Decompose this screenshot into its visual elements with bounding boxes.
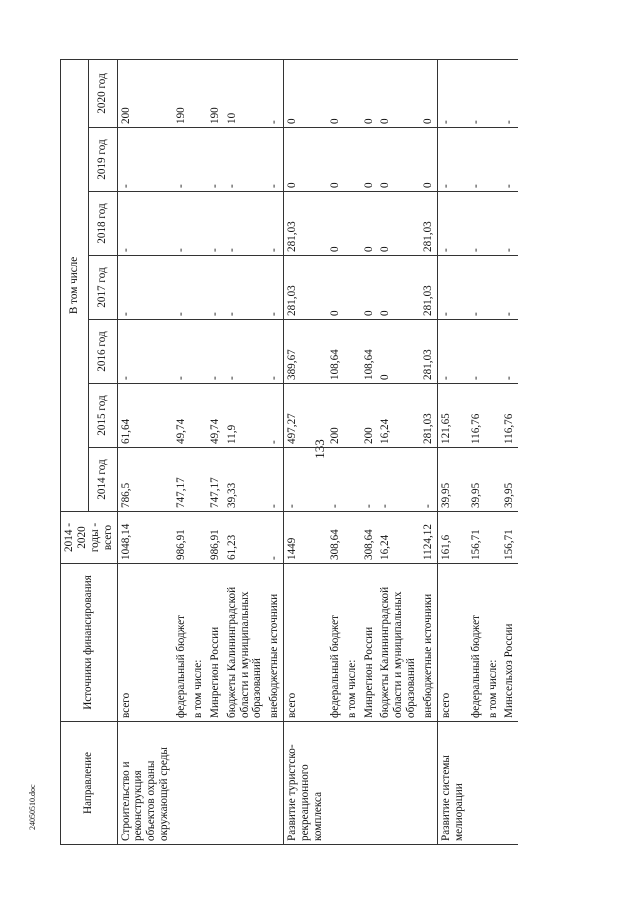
- year-value-cell: 747,17: [173, 448, 190, 512]
- year-value-cell: 116,76: [501, 384, 518, 448]
- direction-cell: Строительство и реконструкция объектов охраны окружающей среды: [117, 722, 173, 845]
- year-value-cell: [344, 256, 361, 320]
- year-value-cell: 0: [327, 192, 344, 256]
- year-value-cell: -: [468, 256, 485, 320]
- year-value-cell: -: [501, 256, 518, 320]
- direction-cell: [207, 722, 224, 845]
- total-cell: [344, 512, 361, 564]
- year-value-cell: 0: [377, 128, 420, 192]
- total-cell: [485, 512, 502, 564]
- year-value-cell: 200: [361, 384, 378, 448]
- total-cell: 161,6: [437, 512, 467, 564]
- year-value-cell: 200: [117, 59, 173, 127]
- year-value-cell: 281,03: [420, 192, 437, 256]
- direction-cell: Развитие туристско-рекреационного комплекса: [284, 722, 327, 845]
- source-cell: бюджеты Калининградской области и муниципальных образований: [377, 564, 420, 722]
- rotated-page: [60, 60, 600, 845]
- year-value-cell: [190, 128, 207, 192]
- header-sources: Источники финансирования: [61, 564, 118, 722]
- year-value-cell: 190: [173, 59, 190, 127]
- year-value-cell: [485, 384, 502, 448]
- financing-table: [60, 59, 518, 845]
- year-value-cell: -: [501, 59, 518, 127]
- year-value-cell: -: [117, 320, 173, 384]
- header-year: 2016 год: [89, 320, 117, 384]
- year-value-cell: 0: [377, 320, 420, 384]
- year-value-cell: 786,5: [117, 448, 173, 512]
- year-value-cell: -: [501, 192, 518, 256]
- header-total: 2014 - 2020 годы - всего: [61, 512, 118, 564]
- year-value-cell: -: [266, 448, 283, 512]
- direction-cell: [190, 722, 207, 845]
- year-value-cell: -: [224, 320, 267, 384]
- year-value-cell: 190: [207, 59, 224, 127]
- total-cell: 156,71: [468, 512, 485, 564]
- source-cell: внебюджетные источники: [266, 564, 283, 722]
- direction-cell: [485, 722, 502, 845]
- total-cell: 1449: [284, 512, 327, 564]
- source-cell: всего: [437, 564, 467, 722]
- year-value-cell: -: [173, 320, 190, 384]
- year-value-cell: [190, 448, 207, 512]
- year-value-cell: -: [327, 448, 344, 512]
- year-value-cell: 747,17: [207, 448, 224, 512]
- year-value-cell: -: [173, 256, 190, 320]
- source-cell: внебюджетные источники: [420, 564, 437, 722]
- year-value-cell: 281,03: [420, 256, 437, 320]
- year-value-cell: [485, 192, 502, 256]
- total-cell: 156,71: [501, 512, 518, 564]
- total-cell: 986,91: [207, 512, 224, 564]
- source-cell: в том числе:: [344, 564, 361, 722]
- year-value-cell: -: [468, 320, 485, 384]
- year-value-cell: -: [437, 59, 467, 127]
- year-value-cell: -: [266, 59, 283, 127]
- year-value-cell: 0: [361, 59, 378, 127]
- total-cell: -: [266, 512, 283, 564]
- year-value-cell: 497,27: [284, 384, 327, 448]
- year-value-cell: -: [284, 448, 327, 512]
- source-cell: бюджеты Калининградской области и муниципальных образований: [224, 564, 267, 722]
- year-value-cell: -: [117, 256, 173, 320]
- year-value-cell: [344, 192, 361, 256]
- year-value-cell: -: [468, 128, 485, 192]
- year-value-cell: 0: [361, 256, 378, 320]
- source-cell: всего: [117, 564, 173, 722]
- year-value-cell: -: [224, 192, 267, 256]
- year-value-cell: [344, 320, 361, 384]
- year-value-cell: -: [117, 192, 173, 256]
- year-value-cell: 200: [327, 384, 344, 448]
- table-row: [377, 59, 420, 844]
- year-value-cell: 0: [284, 128, 327, 192]
- direction-cell: [224, 722, 267, 845]
- total-cell: 308,64: [327, 512, 344, 564]
- header-year: 2018 год: [89, 192, 117, 256]
- year-value-cell: -: [224, 256, 267, 320]
- table-row: [190, 59, 207, 844]
- table-row: [437, 59, 467, 844]
- year-value-cell: 49,74: [173, 384, 190, 448]
- year-value-cell: 0: [284, 59, 327, 127]
- year-value-cell: 0: [361, 128, 378, 192]
- year-value-cell: [344, 59, 361, 127]
- year-value-cell: [190, 59, 207, 127]
- year-value-cell: -: [361, 448, 378, 512]
- source-cell: федеральный бюджет: [327, 564, 344, 722]
- header-year: 2017 год: [89, 256, 117, 320]
- year-value-cell: 61,64: [117, 384, 173, 448]
- table-body: [117, 59, 518, 844]
- source-cell: в том числе:: [190, 564, 207, 722]
- source-cell: всего: [284, 564, 327, 722]
- year-value-cell: 0: [420, 59, 437, 127]
- year-value-cell: -: [437, 128, 467, 192]
- total-cell: [190, 512, 207, 564]
- year-value-cell: 116,76: [468, 384, 485, 448]
- year-value-cell: 281,03: [284, 256, 327, 320]
- year-value-cell: 108,64: [361, 320, 378, 384]
- year-value-cell: -: [266, 320, 283, 384]
- year-value-cell: 0: [377, 59, 420, 127]
- table-row: [327, 59, 344, 844]
- table-row: [420, 59, 437, 844]
- year-value-cell: 39,95: [501, 448, 518, 512]
- year-value-cell: 39,33: [224, 448, 267, 512]
- source-cell: федеральный бюджет: [173, 564, 190, 722]
- year-value-cell: 108,64: [327, 320, 344, 384]
- direction-cell: [501, 722, 518, 845]
- year-value-cell: [485, 320, 502, 384]
- header-year: 2019 год: [89, 128, 117, 192]
- direction-cell: [173, 722, 190, 845]
- direction-cell: Развитие системы мелиорации: [437, 722, 467, 845]
- year-value-cell: [344, 128, 361, 192]
- year-value-cell: [344, 448, 361, 512]
- table-row: [224, 59, 267, 844]
- year-value-cell: 121,65: [437, 384, 467, 448]
- year-value-cell: -: [266, 256, 283, 320]
- year-value-cell: -: [207, 128, 224, 192]
- year-value-cell: -: [437, 192, 467, 256]
- year-value-cell: [190, 320, 207, 384]
- year-value-cell: [485, 448, 502, 512]
- header-direction: Направление: [61, 722, 118, 845]
- direction-cell: [266, 722, 283, 845]
- header-year: 2020 год: [89, 59, 117, 127]
- year-value-cell: 0: [327, 128, 344, 192]
- year-value-cell: -: [266, 192, 283, 256]
- year-value-cell: -: [173, 128, 190, 192]
- year-value-cell: 281,03: [420, 384, 437, 448]
- table-row: [485, 59, 502, 844]
- year-value-cell: 281,03: [284, 192, 327, 256]
- year-value-cell: 389,67: [284, 320, 327, 384]
- table-row: [173, 59, 190, 844]
- total-cell: 1124,12: [420, 512, 437, 564]
- year-value-cell: 0: [361, 192, 378, 256]
- year-value-cell: -: [266, 384, 283, 448]
- year-value-cell: [190, 192, 207, 256]
- direction-cell: [361, 722, 378, 845]
- year-value-cell: [344, 384, 361, 448]
- table-row: [207, 59, 224, 844]
- year-value-cell: -: [377, 448, 420, 512]
- year-value-cell: [190, 384, 207, 448]
- year-value-cell: -: [420, 448, 437, 512]
- year-value-cell: 11,9: [224, 384, 267, 448]
- year-value-cell: [485, 128, 502, 192]
- total-cell: 16,24: [377, 512, 420, 564]
- year-value-cell: 16,24: [377, 384, 420, 448]
- total-cell: 1048,14: [117, 512, 173, 564]
- header-year: 2014 год: [89, 448, 117, 512]
- direction-cell: [468, 722, 485, 845]
- table-row: [344, 59, 361, 844]
- year-value-cell: [485, 256, 502, 320]
- year-value-cell: [485, 59, 502, 127]
- header-row-top: [61, 59, 89, 844]
- year-value-cell: -: [224, 128, 267, 192]
- year-value-cell: -: [266, 128, 283, 192]
- document-code: 24050510.doc: [28, 784, 37, 830]
- year-value-cell: 0: [327, 256, 344, 320]
- source-cell: Минрегион России: [361, 564, 378, 722]
- table-row: [501, 59, 518, 844]
- direction-cell: [327, 722, 344, 845]
- source-cell: федеральный бюджет: [468, 564, 485, 722]
- table-row: [468, 59, 485, 844]
- direction-cell: [344, 722, 361, 845]
- table-row: [361, 59, 378, 844]
- year-value-cell: -: [501, 320, 518, 384]
- year-value-cell: -: [207, 320, 224, 384]
- year-value-cell: -: [437, 320, 467, 384]
- year-value-cell: [190, 256, 207, 320]
- direction-cell: [420, 722, 437, 845]
- total-cell: 61,23: [224, 512, 267, 564]
- year-value-cell: -: [468, 192, 485, 256]
- page-number: 133: [312, 439, 327, 459]
- year-value-cell: -: [437, 256, 467, 320]
- year-value-cell: 39,95: [437, 448, 467, 512]
- table-row: [117, 59, 173, 844]
- total-cell: 308,64: [361, 512, 378, 564]
- year-value-cell: -: [468, 59, 485, 127]
- source-cell: Минсельхоз России: [501, 564, 518, 722]
- year-value-cell: 0: [377, 256, 420, 320]
- total-cell: 986,91: [173, 512, 190, 564]
- direction-cell: [377, 722, 420, 845]
- year-value-cell: 39,95: [468, 448, 485, 512]
- table-row: [284, 59, 327, 844]
- year-value-cell: 0: [377, 192, 420, 256]
- year-value-cell: -: [501, 128, 518, 192]
- year-value-cell: 0: [327, 59, 344, 127]
- year-value-cell: 281,03: [420, 320, 437, 384]
- year-value-cell: 0: [420, 128, 437, 192]
- year-value-cell: 49,74: [207, 384, 224, 448]
- table-row: [266, 59, 283, 844]
- year-value-cell: 10: [224, 59, 267, 127]
- header-including: В том числе: [61, 59, 89, 511]
- header-year: 2015 год: [89, 384, 117, 448]
- source-cell: Минрегион России: [207, 564, 224, 722]
- source-cell: в том числе:: [485, 564, 502, 722]
- year-value-cell: -: [117, 128, 173, 192]
- year-value-cell: -: [207, 192, 224, 256]
- year-value-cell: -: [173, 192, 190, 256]
- year-value-cell: -: [207, 256, 224, 320]
